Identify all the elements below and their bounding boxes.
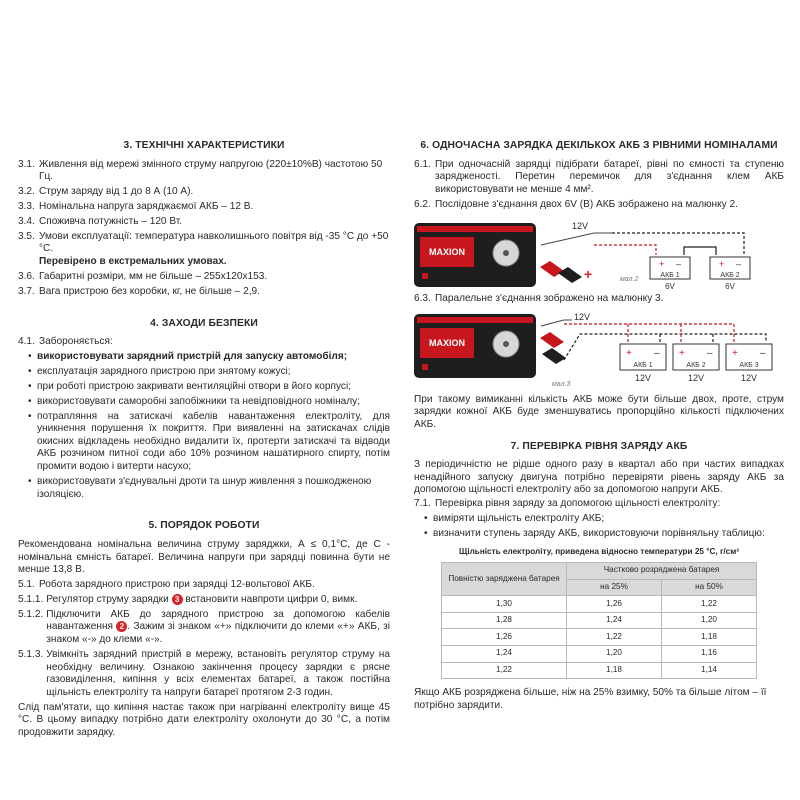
red-clamp — [540, 332, 564, 348]
left-column — [18, 138, 390, 739]
section-7-title: 7. ПЕРЕВІРКА РІВНЯ ЗАРЯДУ АКБ — [510, 440, 688, 452]
list-item: 3.6. Габаритні розміри, мм не більше – 255х120х153. — [18, 270, 268, 282]
table-row: 1,24 1,20 1,16 — [442, 645, 757, 662]
supply-voltage-label: 12V — [572, 221, 589, 232]
list-item: 3.4. Споживча потужність – 120 Вт. — [18, 215, 183, 227]
table-row: 1,22 1,18 1,14 — [442, 662, 757, 679]
list-item: 5.1.2. Підключити АКБ до зарядного пристрою за допомогою кабелів навантаження 2 . Зажим зі знаком «+» підключити до клеми «+» АКБ, зі знаком «-» до клеми «-». — [18, 608, 390, 646]
section-6-title: 6. ОДНОЧАСНА ЗАРЯДКА ДЕКІЛЬКОХ АКБ З РІВНИМИ НОМІНАЛАМИ — [420, 140, 778, 151]
table-row: 1,26 1,22 1,18 — [442, 629, 757, 646]
battery-minus: – — [676, 259, 682, 270]
battery-voltage: 12V — [687, 372, 705, 383]
bullet-item: • потрапляння на затискачі кабелів навантаження електроліту, для уникнення порушення їх покриття. При виявленні на затискачах слідів окисних відкладень необхідно видалити їх, протерти затискачі та відводи АКБ розчином питної соди або 10% розчином нашатирного спирту, потім промити водою і витерти насухо; — [28, 410, 390, 473]
section-7-outro: Якщо АКБ розряджена більше, ніж на 25% взимку, 50% та більше літом – її потрібно зарядити. — [414, 687, 767, 711]
power-switch — [422, 364, 428, 370]
battery-voltage: 6V — [725, 282, 735, 292]
list-item: 4.1. Забороняється: — [18, 336, 113, 348]
table-row: 1,28 1,24 1,20 — [442, 612, 757, 629]
list-item: 3.2. Струм заряду від 1 до 8 А (10 А). — [18, 186, 194, 198]
list-item: 6.2. Послідовне з'єднання двох 6V (В) АКБ зображено на малюнку 2. — [414, 198, 738, 210]
charging-clamps — [540, 261, 582, 283]
battery-minus: – — [654, 347, 660, 359]
battery-1 — [620, 344, 666, 383]
bullet-item: • використовувати саморобні запобіжники та невідповідного номіналу; — [28, 395, 361, 407]
charger-top-strip — [417, 226, 533, 232]
list-item: 5.1.1. Регулятор струму зарядки 3 встановити навпроти цифри 0, вимк. — [18, 593, 358, 605]
list-item: 6.3. Паралельне з'єднання зображено на малюнку 3. — [414, 293, 664, 305]
battery-label: АКБ 3 — [739, 361, 759, 369]
list-item: 5.1. Робота зарядного пристрою при зарядці 12-вольтової АКБ. — [18, 578, 315, 590]
figure-series-connection — [414, 215, 784, 291]
battery-label: АКБ 2 — [720, 272, 740, 280]
callout-3-badge: 3 — [172, 594, 183, 605]
col-header-full: Повністю заряджена батарея — [442, 562, 567, 595]
section-3-title: 3. ТЕХНІЧНІ ХАРАКТЕРИСТИКИ — [123, 140, 285, 151]
charging-clamps — [540, 332, 566, 364]
col-header-50: на 50% — [662, 579, 757, 596]
battery-voltage: 12V — [740, 372, 758, 383]
charger-illustration — [414, 223, 536, 287]
list-item: 3.7. Вага пристрою без коробки, кг, не більше – 2,9. — [18, 285, 260, 297]
figure-parallel-connection — [414, 310, 784, 392]
section-7-intro: З періодичністю не рідше одного разу в квартал або при частих випадках ненадійного запуску двигуна потрібно перевіряти рівень заряду АКБ за допомогою щільності електроліту або за допомогою напруги АКБ. — [414, 459, 784, 496]
plus-wire — [594, 245, 656, 255]
list-item: 3.3. Номінальна напруга заряджаємої АКБ – 12 В. — [18, 200, 254, 212]
supply-wire — [541, 320, 572, 326]
section-3-list — [18, 159, 390, 299]
battery-plus: + — [719, 259, 725, 270]
charger-top-strip — [417, 317, 533, 323]
battery-plus: + — [659, 259, 665, 270]
battery-plus: + — [679, 347, 685, 359]
section-5-title: 5. ПОРЯДОК РОБОТИ — [148, 520, 260, 532]
col-header-partial: Частково розряджена батарея — [567, 562, 757, 579]
electrolyte-density-table — [441, 562, 757, 679]
battery-2 — [710, 257, 750, 291]
bullet-item: • виміряти щільність електроліту АКБ; — [424, 512, 605, 524]
brand-logo: MAXION — [429, 247, 465, 258]
col-header-25: на 25% — [567, 579, 662, 596]
list-item: 5.1.3. Увімкніть зарядний пристрій в мережу, встановіть регулятор струму на необхідну величину. Ознакою закінчення процесу зарядки є рясне газовиділення, кипіння у всіх елементах батареї, а також постійна щільність електроліту та напруги батареї протягом 2-3 годин. — [18, 648, 390, 698]
list-item: 7.1. Перевірка рівня заряду за допомогою щільності електроліту: — [414, 498, 721, 510]
power-switch — [422, 273, 428, 279]
battery-voltage: 6V — [665, 282, 675, 292]
battery-minus: – — [707, 347, 713, 359]
battery-label: АКБ 1 — [660, 272, 680, 280]
battery-plus: + — [626, 347, 632, 359]
battery-1 — [650, 257, 690, 291]
brand-logo: MAXION — [429, 337, 465, 348]
supply-wire — [541, 233, 612, 245]
bullet-item: • при роботі пристрою закривати вентиляційні отвори в його корпусі; — [28, 380, 352, 392]
battery-label: АКБ 1 — [633, 361, 653, 369]
table-row: 1,30 1,26 1,22 — [442, 596, 757, 613]
tested-note: Перевірено в екстремальних умовах. — [39, 255, 227, 267]
black-clamp — [542, 348, 566, 364]
figure-label: мал.3 — [552, 380, 571, 388]
figure-label: мал.2 — [620, 276, 639, 284]
battery-label: АКБ 2 — [686, 361, 706, 369]
bullet-item: • використовувати з'єднувальні дроти та шнур живлення з пошкодженою ізоляцією. — [28, 475, 372, 500]
jumper-wire — [684, 247, 716, 255]
battery-2 — [673, 344, 719, 383]
minus-wire — [612, 233, 744, 255]
battery-3 — [726, 344, 772, 383]
bullet-item: • використовувати зарядний пристрій для запуску автомобіля; — [28, 351, 348, 363]
dial-center — [503, 250, 509, 256]
plus-bus — [564, 324, 734, 342]
plus-sign: + — [584, 266, 593, 283]
list-item: 3.1. Живлення від мережі змінного струму напругою (220±10%В) частотою 50 Гц. — [18, 158, 383, 183]
bullet-item: • експлуатація зарядного пристрою при знятому кожусі; — [28, 365, 291, 377]
battery-minus: – — [760, 347, 766, 359]
parallel-note: При такому вимиканні кількість АКБ може бути більше двох, проте, струм зарядки кожної АКБ буде зменшуватись пропорційно кількості підключених АКБ. — [414, 393, 784, 431]
list-item: 3.5. Умови експлуатації: температура навколишнього повітря від -35 °С до +50 °С. Перевірено в екстремальних умовах. — [18, 230, 389, 267]
series-diagram — [414, 215, 784, 291]
charger-illustration — [414, 314, 536, 378]
battery-plus: + — [732, 347, 738, 359]
table-caption: Щільність електроліту, приведена відносно температури 25 °С, г/см³ — [458, 547, 739, 557]
callout-2-badge: 2 — [116, 621, 127, 632]
supply-voltage-label: 12V — [574, 311, 591, 322]
section-5-intro: Рекомендована номінальна величина струму заряджки, А ≤ 0,1°С, де С - номінальна ємність батареї. Величина напруги при зарядці повинна бути не менше 13,8 В. — [18, 539, 390, 576]
section-4-title: 4. ЗАХОДИ БЕЗПЕКИ — [150, 317, 258, 329]
list-item: 6.1. При одночасній зарядці підібрати батареї, рівні по ємності та ступеню зарядженості. Перетин перемичок для з'єднання клем АКБ використовувати не менше 4 мм². — [414, 158, 784, 195]
dial-center — [503, 341, 509, 347]
bullet-item: • визначити ступень заряду АКБ, використовуючи порівняльну таблицю: — [424, 527, 765, 539]
section-5-outro: Слід пам'ятати, що кипіння настає також при нагріванні електроліту вище 45 °С. В цьому випадку потрібно дати електроліту охолонути до 30 °С, а потім продовжити зарядку. — [18, 701, 390, 738]
parallel-diagram — [414, 310, 784, 392]
battery-voltage: 12V — [634, 372, 652, 383]
battery-minus: – — [736, 259, 742, 270]
right-column — [414, 138, 784, 712]
